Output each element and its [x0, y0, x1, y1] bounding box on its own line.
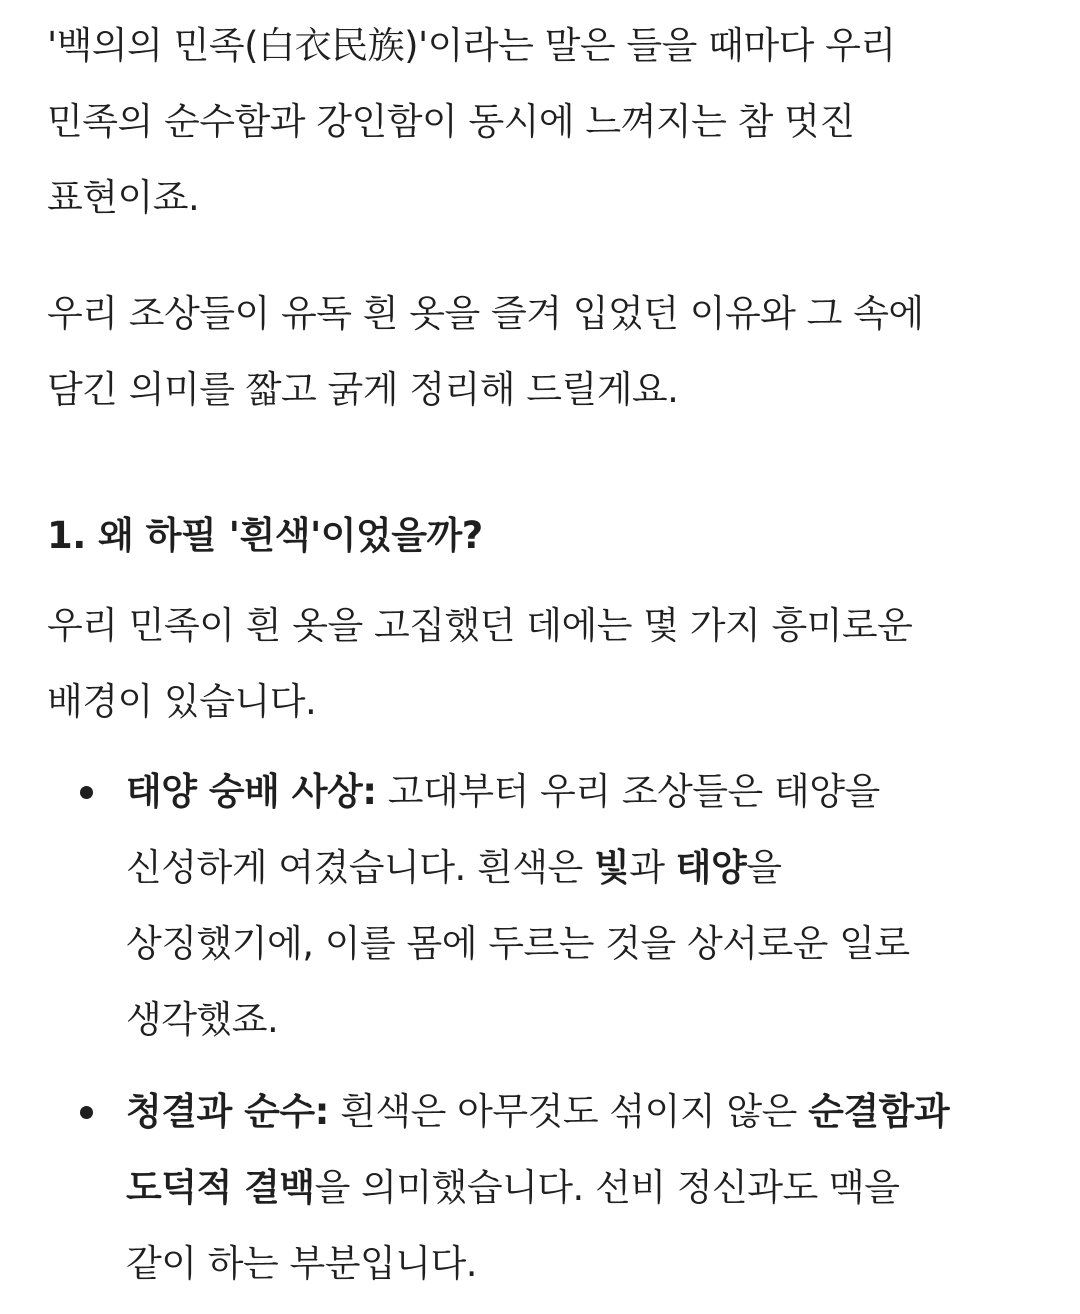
bullet-icon [80, 786, 93, 799]
section-paragraph [47, 588, 1037, 740]
text-line: 생각했죠. [126, 998, 279, 1041]
text-line: 우리 조상들이 유독 흰 옷을 즐겨 입었던 이유와 그 속에 [47, 292, 924, 335]
bold-text: 태양 [675, 846, 747, 889]
text-span: 신성하게 여겼습니다. 흰색은 [126, 846, 594, 889]
text-line: 우리 민족이 흰 옷을 고집했던 데에는 몇 가지 흥미로운 [47, 604, 913, 647]
text-line: 상징했기에, 이를 몸에 두르는 것을 상서로운 일로 [126, 922, 910, 965]
text-span: 을 의미했습니다. 선비 정신과도 맥을 [314, 1166, 900, 1209]
text-line: 표현이죠. [47, 176, 200, 219]
text-line [126, 1074, 1046, 1150]
text-line: 민족의 순수함과 강인함이 동시에 느껴지는 참 멋진 [47, 100, 855, 143]
text-line: 담긴 의미를 짧고 굵게 정리해 드릴게요. [47, 368, 679, 411]
text-span: 과 [629, 846, 676, 889]
text-line: '백의의 민족(白衣民族)'이라는 말은 들을 때마다 우리 [47, 24, 896, 67]
intro-paragraph [47, 8, 1037, 236]
intro-paragraph-2 [47, 276, 1037, 428]
text-span: 을 [746, 846, 782, 889]
bold-text: 빛 [593, 846, 630, 889]
list-item-text [126, 1074, 1046, 1302]
bullet-icon [80, 1106, 93, 1119]
text-line [126, 1150, 1046, 1226]
bold-text: 도덕적 결백 [126, 1166, 315, 1209]
text-span: 흰색은 아무것도 섞이지 않은 [328, 1090, 809, 1133]
list-item-title: 청결과 순수: [126, 1090, 329, 1133]
text-line [126, 830, 1046, 906]
bold-text: 순결함과 [808, 1090, 950, 1133]
list-item-text [126, 754, 1046, 1058]
list-item-title: 태양 숭배 사상: [126, 770, 377, 813]
section-heading: 1. 왜 하필 '흰색'이었을까? [47, 514, 483, 557]
text-span: 고대부터 우리 조상들은 태양을 [376, 770, 880, 813]
text-line: 배경이 있습니다. [47, 680, 317, 723]
text-line [126, 754, 1046, 830]
text-line: 같이 하는 부분입니다. [126, 1242, 477, 1285]
